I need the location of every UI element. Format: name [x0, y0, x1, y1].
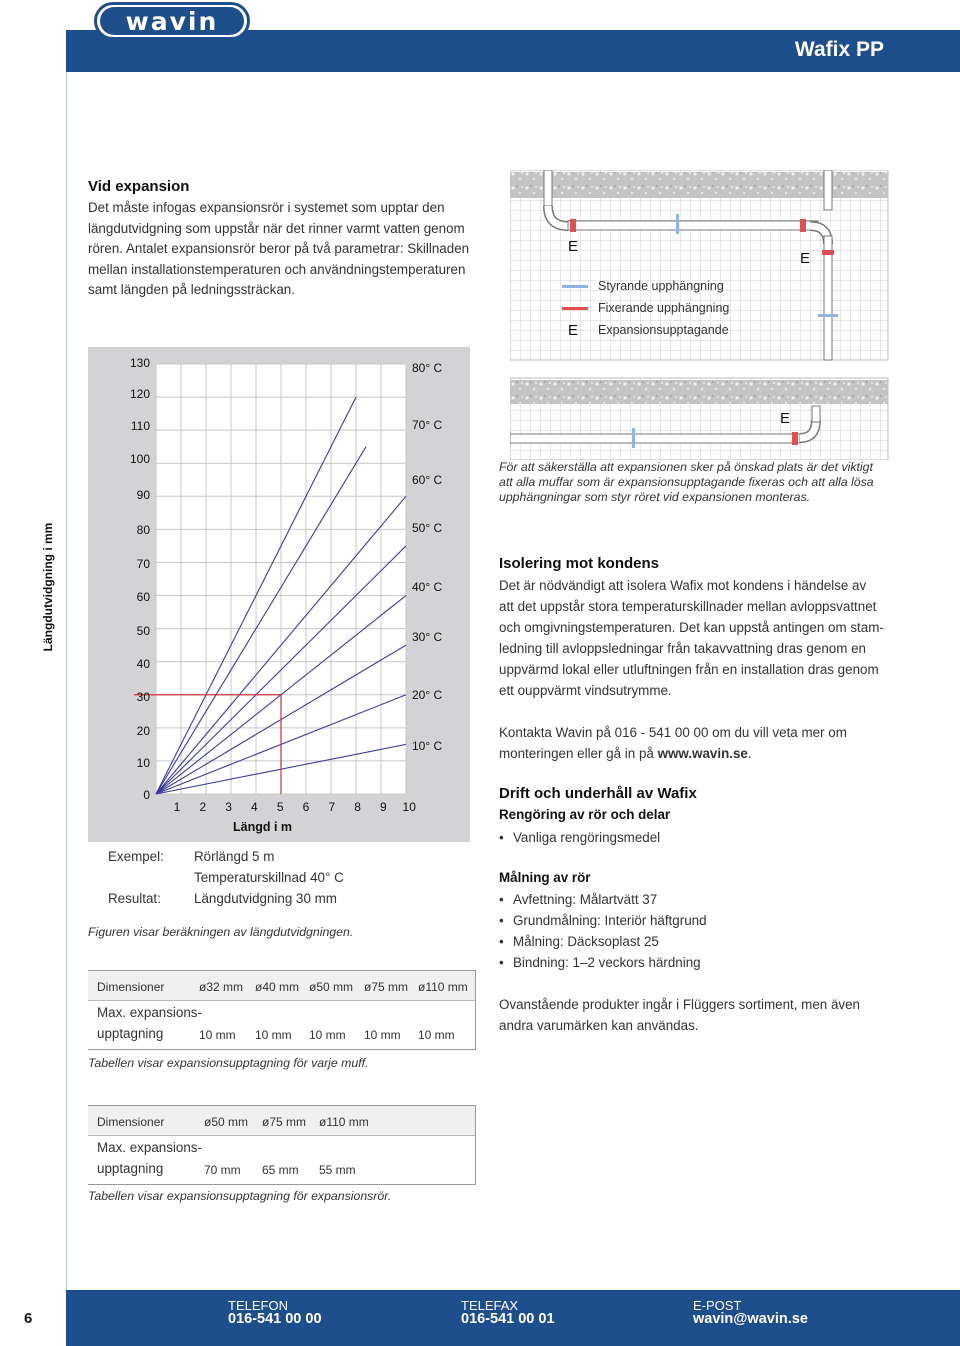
table-row-label: upptagning: [97, 1026, 164, 1041]
caption-line: att alla muffar som är expansionsupptagande fixeras och att alla lösa: [499, 475, 874, 489]
table-value: 10 mm: [199, 1028, 236, 1042]
isolering-text: [499, 575, 919, 701]
series-label: 60° C: [412, 473, 443, 487]
painting-list: [499, 889, 707, 973]
y-axis-title: Längdutvidgning i mm: [41, 522, 55, 652]
contact-line: monteringen eller gå in på www.wavin.se.: [499, 746, 752, 761]
x-tick-label: 6: [302, 800, 310, 814]
table-dim: ø50 mm: [309, 980, 354, 994]
table-value: 10 mm: [255, 1028, 292, 1042]
example-length: Rörlängd 5 m: [194, 849, 275, 864]
x-tick-label: 10: [402, 800, 416, 814]
y-tick-label: 90: [136, 488, 150, 502]
table-row-label: Max. expansions-: [97, 1140, 202, 1155]
table-dim: ø50 mm: [204, 1115, 249, 1129]
e-marker: E: [780, 410, 791, 427]
isolering-line: och omgivningstemperaturen. Det kan uppstå antingen om stam-: [499, 620, 884, 635]
footer-tel[interactable]: 016-541 00 00: [228, 1311, 322, 1327]
note-line: andra varumärken kan användas.: [499, 1018, 699, 1033]
caption-line: upphängningar som styr röret vid expansionen monteras.: [499, 490, 811, 504]
legend-expansion: Expansionsupptagande: [598, 323, 729, 337]
list-item: • Avfettning: Målartvätt 37: [499, 889, 707, 910]
table-header-label: Dimensioner: [97, 1115, 165, 1129]
table-expansion-pipes: [88, 1105, 476, 1185]
example-temp: Temperaturskillnad 40° C: [194, 870, 344, 885]
footer-mail-label: E-POST: [693, 1298, 742, 1313]
example-label: Exempel:: [108, 849, 164, 864]
table-dim: ø110 mm: [418, 980, 468, 994]
table-dim: ø110 mm: [319, 1115, 369, 1129]
website-link[interactable]: www.wavin.se: [657, 746, 748, 761]
expansion-heading: Vid expansion: [88, 178, 190, 195]
isolering-line: ledning till avloppsledningar från takavvattning dras genom en: [499, 641, 866, 656]
series-label: 50° C: [412, 521, 443, 535]
table-value: 70 mm: [204, 1163, 241, 1177]
e-marker: E: [800, 250, 811, 267]
expansion-line: längdutvidgning som uppstår när det rinner varmt vatten genom: [88, 220, 465, 236]
footer-mail[interactable]: wavin@wavin.se: [693, 1311, 808, 1327]
expansion-line: Det måste infogas expansionsrör i systemet som upptar den: [88, 200, 445, 215]
x-tick-label: 9: [380, 800, 387, 814]
table2-caption: Tabellen visar expansionsupptagning för expansionsrör.: [88, 1189, 392, 1203]
result-value: Längdutvidgning 30 mm: [194, 891, 337, 906]
x-tick-label: 1: [173, 800, 181, 814]
x-tick-label: 4: [251, 800, 258, 814]
series-label: 20° C: [412, 688, 443, 702]
y-tick-label: 30: [136, 690, 150, 704]
table-value: 10 mm: [364, 1028, 401, 1042]
product-title: Wafix PP: [794, 38, 884, 61]
e-marker: E: [568, 238, 579, 255]
drift-sub-painting: Målning av rör: [499, 870, 591, 885]
isolering-line: Det är nödvändigt att isolera Wafix mot kondens i händelse av: [499, 578, 867, 593]
y-tick-label: 0: [143, 788, 150, 802]
chart-caption: Figuren visar beräkningen av längdutvidgningen.: [88, 925, 354, 939]
x-tick-label: 8: [354, 800, 361, 814]
y-tick-label: 70: [136, 557, 150, 571]
series-label: 10° C: [412, 739, 443, 753]
table-row-label: Max. expansions-: [97, 1005, 202, 1020]
isolering-line: ett ouppvärmt vindsutrymme.: [499, 683, 672, 698]
x-tick-label: 3: [225, 800, 232, 814]
contact-text: [499, 722, 919, 764]
series-label: 70° C: [412, 418, 443, 432]
series-label: 80° C: [412, 361, 443, 375]
x-tick-label: 2: [199, 800, 207, 814]
table-expansion-per-muff: [88, 970, 476, 1050]
isolering-heading: Isolering mot kondens: [499, 555, 660, 572]
list-item: • Bindning: 1–2 veckors härdning: [499, 952, 707, 973]
footer-fax-label: TELEFAX: [461, 1298, 519, 1313]
series-label: 30° C: [412, 630, 443, 644]
table-header-label: Dimensioner: [97, 980, 165, 994]
contact-line: Kontakta Wavin på 016 - 541 00 00 om du vill veta mer om: [499, 725, 847, 740]
y-tick-label: 50: [136, 624, 150, 638]
result-label: Resultat:: [108, 891, 161, 906]
page-number: 6: [24, 1310, 33, 1327]
table-value: 10 mm: [418, 1028, 455, 1042]
list-item: • Vanliga rengöringsmedel: [499, 827, 660, 848]
table-value: 55 mm: [319, 1163, 356, 1177]
table-dim: ø32 mm: [199, 980, 244, 994]
table-dim: ø40 mm: [255, 980, 300, 994]
footer-tel-label: TELEFON: [228, 1298, 288, 1313]
y-tick-label: 100: [129, 452, 150, 466]
logo-text: wavin: [100, 7, 244, 35]
y-tick-label: 40: [136, 657, 150, 671]
legend-styrande: Styrande upphängning: [598, 279, 724, 293]
x-tick-label: 7: [328, 800, 336, 814]
drift-sub-cleaning: Rengöring av rör och delar: [499, 807, 671, 822]
cleaning-list: [499, 827, 660, 848]
y-tick-label: 20: [136, 724, 150, 738]
list-item: • Grundmålning: Interiör häftgrund: [499, 910, 707, 931]
drift-note: [499, 994, 919, 1036]
x-tick-label: 5: [276, 800, 284, 814]
y-tick-label: 110: [130, 419, 150, 433]
drift-heading: Drift och underhåll av Wafix: [499, 785, 697, 802]
table-row-label: upptagning: [97, 1161, 164, 1176]
y-tick-label: 80: [136, 523, 150, 537]
table-dim: ø75 mm: [364, 980, 409, 994]
caption-line: För att säkerställa att expansionen sker på önskad plats är det viktigt: [499, 460, 873, 474]
e-marker: E: [568, 322, 579, 339]
expansion-line: rören. Antalet expansionsrör beror på två parametrar: Skillnaden: [88, 241, 470, 256]
y-tick-label: 60: [136, 590, 150, 604]
table-dim: ø75 mm: [262, 1115, 307, 1129]
expansion-line: mellan installationstemperaturen och användningstemperaturen: [88, 261, 466, 277]
footer-fax: 016-541 00 01: [461, 1311, 555, 1327]
y-tick-label: 130: [129, 356, 150, 370]
y-tick-label: 10: [136, 756, 150, 770]
table-value: 65 mm: [262, 1163, 299, 1177]
x-axis-title: Längd i m: [233, 820, 293, 834]
expansion-line: samt längden på ledningssträckan.: [88, 282, 295, 297]
table-value: 10 mm: [309, 1028, 346, 1042]
y-tick-label: 120: [129, 387, 150, 401]
series-label: 40° C: [412, 580, 443, 594]
note-line: Ovanstående produkter ingår i Flüggers sortiment, men även: [499, 997, 860, 1012]
isolering-line: uppvärmd lokal eller utluftningen från en installation dras genom: [499, 662, 879, 677]
list-item: • Målning: Däcksoplast 25: [499, 931, 707, 952]
isolering-line: att det uppstår stora temperaturskillnader mellan avloppsvattnet: [499, 599, 877, 614]
legend-fixerande: Fixerande upphängning: [598, 301, 730, 315]
table1-caption: Tabellen visar expansionsupptagning för varje muff.: [88, 1056, 369, 1070]
